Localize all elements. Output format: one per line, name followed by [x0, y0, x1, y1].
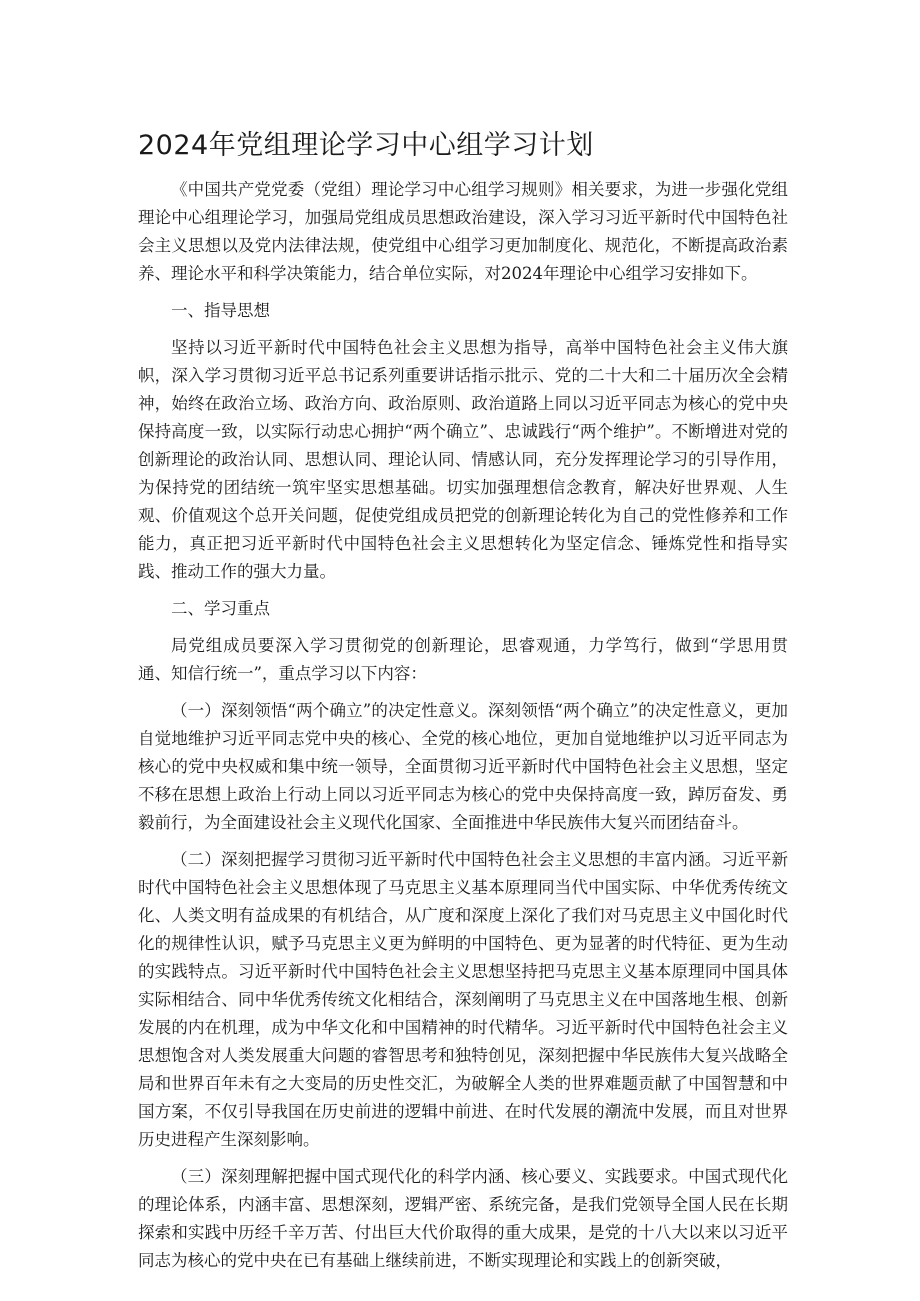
document-title: 2024年党组理论学习中心组学习计划: [138, 130, 594, 161]
study-item-3-paragraph: （三）深刻理解把握中国式现代化的科学内涵、核心要义、实践要求。中国式现代化的理论体系，内涵丰富、思想深刻，逻辑严密、系统完备，是我们党领导全国人民在长期探索和实践中历经千辛万苦、付出巨大代价取得的重大成果，是党的十八大以来以习近平同志为核心的党中央在已有基础上继续前进，不断实现理论和实践上的创新突破，: [138, 1167, 788, 1270]
study-item-1-paragraph: （一）深刻领悟“两个确立”的决定性意义。深刻领悟“两个确立”的决定性意义，更加自觉地维护习近平同志党中央的核心、全党的核心地位，更加自觉地维护以习近平同志为核心的党中央权威和集中统一领导，全面贯彻习近平新时代中国特色社会主义思想，坚定不移在思想上政治上行动上同以习近平同志为核心的党中央保持高度一致，踔厉奋发、勇毅前行，为全面建设社会主义现代化国家、全面推进中华民族伟大复兴而团结奋斗。: [138, 701, 788, 832]
study-focus-intro-paragraph: 局党组成员要深入学习贯彻党的创新理论，思睿观通，力学笃行，做到“学思用贯通、知信行统一”，重点学习以下内容：: [138, 636, 788, 683]
study-item-2-paragraph: （二）深刻把握学习贯彻习近平新时代中国特色社会主义思想的丰富内涵。习近平新时代中国特色社会主义思想体现了马克思主义基本原理同当代中国实际、中华优秀传统文化、人类文明有益成果的有机结合，从广度和深度上深化了我们对马克思主义中国化时代化的规律性认识，赋予马克思主义更为鲜明的中国特色、更为显著的时代特征、更为生动的实践特点。习近平新时代中国特色社会主义思想坚持把马克思主义基本原理同中国具体实际相结合、同中华优秀传统文化相结合，深刻阐明了马克思主义在中国落地生根、创新发展的内在机理，成为中华文化和中国精神的时代精华。习近平新时代中国特色社会主义思想饱含对人类发展重大问题的睿智思考和独特创见，深刻把握中华民族伟大复兴战略全局和世界百年未有之大变局的历史性交汇，为破解全人类的世界难题贡献了中国智慧和中国方案，不仅引导我国在历史前进的逻辑中前进、在时代发展的潮流中发展，而且对世界历史进程产生深刻影响。: [138, 850, 788, 1149]
document-body: [138, 176, 788, 1284]
intro-paragraph: 《中国共产党党委（党组）理论学习中心组学习规则》相关要求，为进一步强化党组理论中心组理论学习，加强局党组成员思想政治建设，深入学习习近平新时代中国特色社会主义思想以及党内法律法规，使党组中心组学习更加制度化、规范化，不断提高政治素养、理论水平和科学决策能力，结合单位实际，对2024年理论中心组学习安排如下。: [138, 180, 788, 283]
section-heading-study-focus: 二、学习重点: [171, 599, 270, 618]
section-heading-guiding-thought: 一、指导思想: [171, 301, 270, 320]
guiding-thought-paragraph: 坚持以习近平新时代中国特色社会主义思想为指导，高举中国特色社会主义伟大旗帜，深入学习贯彻习近平总书记系列重要讲话指示批示、党的二十大和二十届历次全会精神，始终在政治立场、政治方向、政治原则、政治道路上同以习近平同志为核心的党中央保持高度一致，以实际行动忠心拥护“两个确立”、忠诚践行“两个维护”。不断增进对党的创新理论的政治认同、思想认同、理论认同、情感认同，充分发挥理论学习的引导作用，为保持党的团结统一筑牢坚实思想基础。切实加强理想信念教育，解决好世界观、人生观、价值观这个总开关问题，促使党组成员把党的创新理论转化为自己的党性修养和工作能力，真正把习近平新时代中国特色社会主义思想转化为坚定信念、锤炼党性和指导实践、推动工作的强大力量。: [138, 338, 788, 581]
